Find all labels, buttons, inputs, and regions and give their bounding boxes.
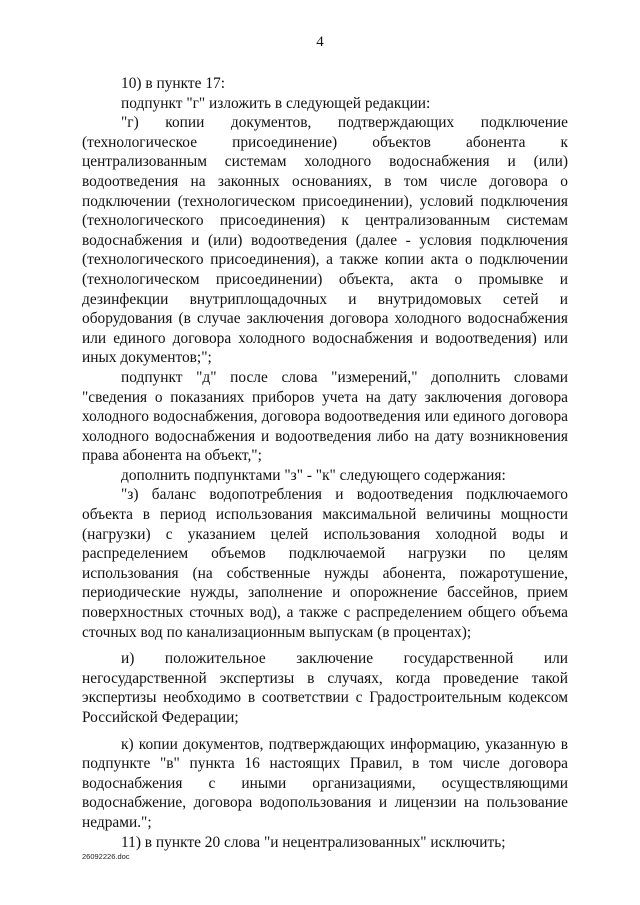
paragraph-subpoint-d: подпункт "д" после слова "измерений," дополнить словами "сведения о показаниях приборов учета на дату заключения договора холодного водоснабжения, договора водоотведения или единого договора холодного водоснабжения и водоотведения либо на дату возникновения права абонента на объект,"; xyxy=(82,368,568,465)
paragraph-subpoint-i: и) положительное заключение государственной или негосударственной экспертизы в случаях, когда проведение такой экспертизы необходимо в соответствии с Градостроительным кодексом Российской Федерации; xyxy=(82,650,568,726)
footer-file-code: 26092226.doc xyxy=(82,852,130,861)
paragraph-subpoint-z: "з) баланс водопотребления и водоотведения подключаемого объекта в период использования максимальной величины мощности (нагрузки) с указанием целей использования холодной воды и распределением объемов подключаемой нагрузки по целям использования (на собственные нужды абонента, пожаротушение, периодические нужды, заполнение и опорожнение бассейнов, прием поверхностных сточных вод), а также с распределением общего объема сточных вод по канализационным выпускам (в процентах); xyxy=(82,486,568,641)
paragraph-subpoint-g-text: "г) копии документов, подтверждающих подключение (технологическое присоединение) объектов абонента к централизованным системам холодного водоснабжения и (или) водоотведения на законных основаниях, в том числе договора о подключении (технологическом присоединении), условий подключения (технологического присоединения) к централизованным системам водоснабжения и (или) водоотведения (далее - условия подключения (технологического присоединения), а также копии акта о подключении (технологическом присоединении) объекта, акта о промывке и дезинфекции внутриплощадочных и внутридомовых сетей и оборудования (в случае заключения договора холодного водоснабжения или единого договора холодного водоснабжения и водоотведения) или иных документов;"; xyxy=(82,114,568,367)
paragraph-item-11: 11) в пункте 20 слова "и нецентрализованных" исключить; xyxy=(121,833,506,851)
paragraph-add-subpoints-intro: дополнить подпунктами "з" - "к" следующего содержания: xyxy=(121,466,506,484)
paragraph-subpoint-k: к) копии документов, подтверждающих информацию, указанную в подпункте "в" пункта 16 настоящих Правил, в том числе договора водоснабжения с иными организациями, осуществляющими водоснабжение, договора водопользования и лицензии на пользование недрами."; xyxy=(82,735,568,831)
paragraph-item-10: 10) в пункте 17: xyxy=(121,75,225,92)
document-body xyxy=(82,74,568,852)
paragraph-subpoint-g-intro: подпункт "г" изложить в следующей редакции: xyxy=(121,94,431,112)
page-number: 4 xyxy=(316,34,324,50)
